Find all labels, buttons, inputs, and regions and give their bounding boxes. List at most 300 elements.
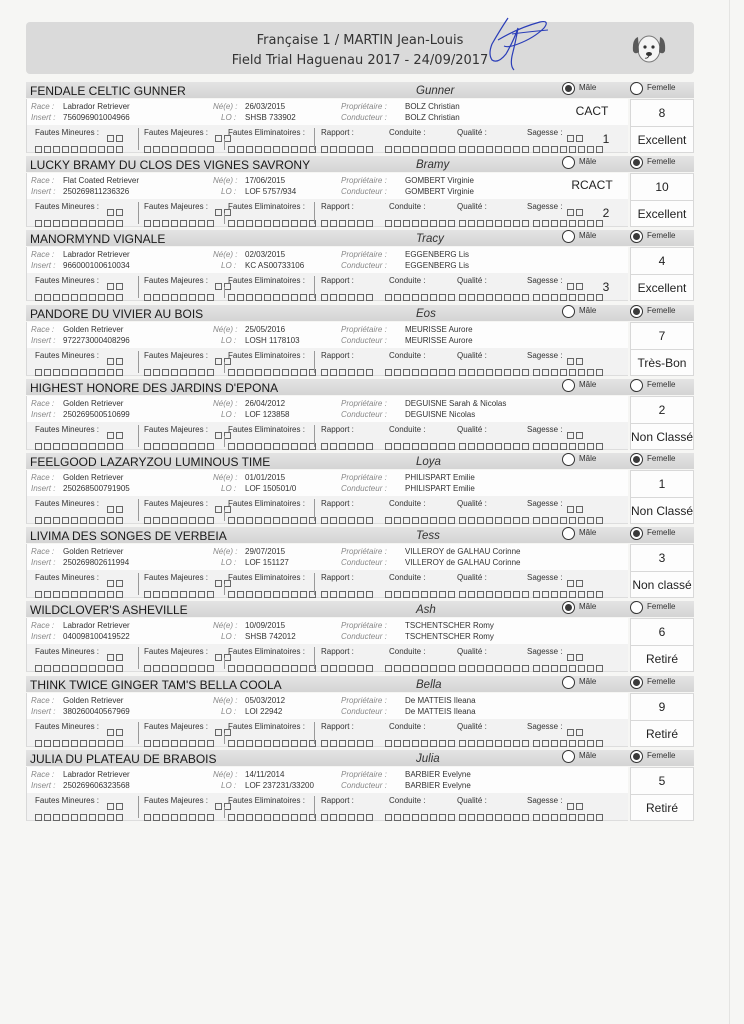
checkbox[interactable] (228, 369, 235, 376)
checkbox[interactable] (412, 740, 419, 747)
checkbox[interactable] (403, 220, 410, 227)
checkbox[interactable] (116, 814, 123, 821)
checkbox[interactable] (162, 443, 169, 450)
checkbox[interactable] (228, 814, 235, 821)
checkbox[interactable] (80, 814, 87, 821)
checkbox[interactable] (53, 443, 60, 450)
checkbox[interactable] (348, 591, 355, 598)
checkbox[interactable] (44, 443, 51, 450)
checkbox[interactable] (53, 369, 60, 376)
checkbox[interactable] (513, 369, 520, 376)
checkbox[interactable] (513, 740, 520, 747)
checkbox[interactable] (116, 443, 123, 450)
checkbox[interactable] (321, 814, 328, 821)
checkbox[interactable] (366, 369, 373, 376)
checkbox[interactable] (430, 220, 437, 227)
checkbox[interactable] (533, 220, 540, 227)
checkbox[interactable] (366, 591, 373, 598)
checkbox[interactable] (357, 369, 364, 376)
checkbox[interactable] (486, 369, 493, 376)
checkbox[interactable] (53, 814, 60, 821)
checkbox[interactable] (116, 369, 123, 376)
checkbox[interactable] (339, 740, 346, 747)
checkbox[interactable] (495, 146, 502, 153)
checkbox[interactable] (207, 665, 214, 672)
checkbox[interactable] (394, 294, 401, 301)
checkbox[interactable] (578, 443, 585, 450)
checkbox[interactable] (330, 146, 337, 153)
checkbox[interactable] (162, 591, 169, 598)
checkbox[interactable] (246, 591, 253, 598)
checkbox[interactable] (189, 146, 196, 153)
checkbox[interactable] (542, 665, 549, 672)
checkbox[interactable] (80, 369, 87, 376)
checkbox[interactable] (486, 443, 493, 450)
checkbox[interactable] (560, 665, 567, 672)
checkbox[interactable] (215, 580, 222, 587)
checkbox[interactable] (116, 220, 123, 227)
checkbox[interactable] (385, 814, 392, 821)
female-radio[interactable] (630, 453, 643, 466)
checkbox[interactable] (448, 369, 455, 376)
checkbox[interactable] (44, 740, 51, 747)
checkbox[interactable] (330, 517, 337, 524)
checkbox[interactable] (578, 740, 585, 747)
checkbox[interactable] (273, 591, 280, 598)
checkbox[interactable] (207, 517, 214, 524)
checkbox[interactable] (551, 146, 558, 153)
checkbox[interactable] (348, 814, 355, 821)
checkbox[interactable] (596, 146, 603, 153)
checkbox[interactable] (542, 591, 549, 598)
checkbox[interactable] (282, 220, 289, 227)
checkbox[interactable] (412, 443, 419, 450)
checkbox[interactable] (189, 591, 196, 598)
checkbox[interactable] (71, 814, 78, 821)
checkbox[interactable] (504, 591, 511, 598)
checkbox[interactable] (357, 517, 364, 524)
checkbox[interactable] (273, 369, 280, 376)
checkbox[interactable] (198, 517, 205, 524)
checkbox[interactable] (394, 369, 401, 376)
checkbox[interactable] (291, 369, 298, 376)
checkbox[interactable] (394, 517, 401, 524)
checkbox[interactable] (80, 665, 87, 672)
checkbox[interactable] (198, 443, 205, 450)
checkbox[interactable] (215, 803, 222, 810)
checkbox[interactable] (71, 740, 78, 747)
checkbox[interactable] (44, 517, 51, 524)
checkbox[interactable] (542, 294, 549, 301)
checkbox[interactable] (394, 591, 401, 598)
checkbox[interactable] (486, 294, 493, 301)
checkbox[interactable] (89, 443, 96, 450)
checkbox[interactable] (89, 146, 96, 153)
checkbox[interactable] (339, 294, 346, 301)
checkbox[interactable] (237, 146, 244, 153)
checkbox[interactable] (273, 146, 280, 153)
checkbox[interactable] (504, 369, 511, 376)
checkbox[interactable] (35, 665, 42, 672)
checkbox[interactable] (348, 146, 355, 153)
checkbox[interactable] (153, 591, 160, 598)
checkbox[interactable] (321, 517, 328, 524)
checkbox[interactable] (198, 591, 205, 598)
checkbox[interactable] (207, 220, 214, 227)
checkbox[interactable] (430, 146, 437, 153)
checkbox[interactable] (339, 369, 346, 376)
checkbox[interactable] (578, 146, 585, 153)
checkbox[interactable] (459, 814, 466, 821)
checkbox[interactable] (477, 517, 484, 524)
checkbox[interactable] (569, 369, 576, 376)
checkbox[interactable] (153, 814, 160, 821)
checkbox[interactable] (98, 740, 105, 747)
checkbox[interactable] (237, 443, 244, 450)
checkbox[interactable] (228, 665, 235, 672)
checkbox[interactable] (421, 369, 428, 376)
checkbox[interactable] (513, 443, 520, 450)
checkbox[interactable] (162, 146, 169, 153)
checkbox[interactable] (357, 740, 364, 747)
checkbox[interactable] (533, 814, 540, 821)
checkbox[interactable] (89, 665, 96, 672)
checkbox[interactable] (533, 740, 540, 747)
checkbox[interactable] (587, 591, 594, 598)
checkbox[interactable] (366, 443, 373, 450)
checkbox[interactable] (189, 443, 196, 450)
checkbox[interactable] (448, 146, 455, 153)
checkbox[interactable] (62, 146, 69, 153)
checkbox[interactable] (171, 369, 178, 376)
checkbox[interactable] (215, 729, 222, 736)
checkbox[interactable] (339, 146, 346, 153)
checkbox[interactable] (459, 369, 466, 376)
checkbox[interactable] (569, 294, 576, 301)
female-radio[interactable] (630, 305, 643, 318)
checkbox[interactable] (180, 220, 187, 227)
checkbox[interactable] (448, 517, 455, 524)
checkbox[interactable] (53, 517, 60, 524)
checkbox[interactable] (569, 443, 576, 450)
checkbox[interactable] (207, 443, 214, 450)
checkbox[interactable] (180, 294, 187, 301)
checkbox[interactable] (246, 146, 253, 153)
checkbox[interactable] (477, 294, 484, 301)
checkbox[interactable] (412, 369, 419, 376)
checkbox[interactable] (44, 220, 51, 227)
checkbox[interactable] (98, 517, 105, 524)
checkbox[interactable] (477, 814, 484, 821)
checkbox[interactable] (596, 369, 603, 376)
checkbox[interactable] (439, 591, 446, 598)
checkbox[interactable] (89, 591, 96, 598)
checkbox[interactable] (282, 814, 289, 821)
checkbox[interactable] (171, 665, 178, 672)
checkbox[interactable] (107, 294, 114, 301)
checkbox[interactable] (439, 146, 446, 153)
checkbox[interactable] (560, 369, 567, 376)
checkbox[interactable] (300, 665, 307, 672)
checkbox[interactable] (228, 591, 235, 598)
checkbox[interactable] (477, 146, 484, 153)
checkbox[interactable] (273, 443, 280, 450)
checkbox[interactable] (385, 443, 392, 450)
checkbox[interactable] (448, 294, 455, 301)
checkbox[interactable] (300, 443, 307, 450)
checkbox[interactable] (394, 814, 401, 821)
checkbox[interactable] (513, 146, 520, 153)
checkbox[interactable] (321, 294, 328, 301)
checkbox[interactable] (439, 740, 446, 747)
checkbox[interactable] (551, 591, 558, 598)
checkbox[interactable] (330, 814, 337, 821)
checkbox[interactable] (215, 432, 222, 439)
checkbox[interactable] (300, 294, 307, 301)
checkbox[interactable] (71, 220, 78, 227)
checkbox[interactable] (596, 517, 603, 524)
checkbox[interactable] (403, 665, 410, 672)
checkbox[interactable] (522, 294, 529, 301)
checkbox[interactable] (348, 369, 355, 376)
checkbox[interactable] (321, 740, 328, 747)
checkbox[interactable] (357, 814, 364, 821)
checkbox[interactable] (153, 146, 160, 153)
checkbox[interactable] (264, 146, 271, 153)
checkbox[interactable] (189, 220, 196, 227)
checkbox[interactable] (144, 814, 151, 821)
checkbox[interactable] (412, 220, 419, 227)
checkbox[interactable] (153, 740, 160, 747)
checkbox[interactable] (189, 294, 196, 301)
checkbox[interactable] (198, 665, 205, 672)
checkbox[interactable] (44, 665, 51, 672)
checkbox[interactable] (62, 591, 69, 598)
checkbox[interactable] (116, 517, 123, 524)
checkbox[interactable] (357, 665, 364, 672)
checkbox[interactable] (430, 369, 437, 376)
checkbox[interactable] (394, 146, 401, 153)
checkbox[interactable] (189, 665, 196, 672)
checkbox[interactable] (578, 814, 585, 821)
checkbox[interactable] (246, 517, 253, 524)
checkbox[interactable] (62, 517, 69, 524)
checkbox[interactable] (513, 665, 520, 672)
checkbox[interactable] (569, 740, 576, 747)
checkbox[interactable] (80, 220, 87, 227)
checkbox[interactable] (542, 369, 549, 376)
checkbox[interactable] (551, 517, 558, 524)
checkbox[interactable] (207, 294, 214, 301)
checkbox[interactable] (107, 740, 114, 747)
checkbox[interactable] (273, 517, 280, 524)
checkbox[interactable] (98, 443, 105, 450)
checkbox[interactable] (513, 294, 520, 301)
checkbox[interactable] (153, 517, 160, 524)
checkbox[interactable] (321, 665, 328, 672)
checkbox[interactable] (144, 443, 151, 450)
checkbox[interactable] (255, 443, 262, 450)
checkbox[interactable] (255, 369, 262, 376)
checkbox[interactable] (468, 369, 475, 376)
checkbox[interactable] (198, 814, 205, 821)
checkbox[interactable] (153, 220, 160, 227)
checkbox[interactable] (144, 220, 151, 227)
checkbox[interactable] (215, 135, 222, 142)
checkbox[interactable] (486, 220, 493, 227)
checkbox[interactable] (504, 443, 511, 450)
checkbox[interactable] (180, 814, 187, 821)
checkbox[interactable] (394, 740, 401, 747)
checkbox[interactable] (578, 665, 585, 672)
checkbox[interactable] (198, 220, 205, 227)
checkbox[interactable] (198, 369, 205, 376)
checkbox[interactable] (180, 665, 187, 672)
checkbox[interactable] (116, 294, 123, 301)
checkbox[interactable] (171, 814, 178, 821)
checkbox[interactable] (321, 369, 328, 376)
checkbox[interactable] (228, 443, 235, 450)
checkbox[interactable] (394, 220, 401, 227)
checkbox[interactable] (44, 591, 51, 598)
checkbox[interactable] (596, 814, 603, 821)
checkbox[interactable] (207, 369, 214, 376)
checkbox[interactable] (300, 740, 307, 747)
checkbox[interactable] (44, 146, 51, 153)
checkbox[interactable] (255, 814, 262, 821)
checkbox[interactable] (448, 591, 455, 598)
checkbox[interactable] (228, 517, 235, 524)
checkbox[interactable] (459, 740, 466, 747)
checkbox[interactable] (459, 146, 466, 153)
checkbox[interactable] (228, 146, 235, 153)
checkbox[interactable] (504, 294, 511, 301)
checkbox[interactable] (255, 740, 262, 747)
checkbox[interactable] (522, 220, 529, 227)
checkbox[interactable] (495, 220, 502, 227)
checkbox[interactable] (35, 294, 42, 301)
checkbox[interactable] (255, 146, 262, 153)
checkbox[interactable] (560, 591, 567, 598)
checkbox[interactable] (421, 220, 428, 227)
checkbox[interactable] (596, 740, 603, 747)
checkbox[interactable] (189, 814, 196, 821)
checkbox[interactable] (366, 814, 373, 821)
checkbox[interactable] (430, 665, 437, 672)
checkbox[interactable] (439, 665, 446, 672)
checkbox[interactable] (228, 294, 235, 301)
checkbox[interactable] (228, 220, 235, 227)
checkbox[interactable] (477, 443, 484, 450)
checkbox[interactable] (246, 294, 253, 301)
checkbox[interactable] (98, 220, 105, 227)
checkbox[interactable] (522, 146, 529, 153)
checkbox[interactable] (587, 814, 594, 821)
checkbox[interactable] (44, 294, 51, 301)
checkbox[interactable] (560, 740, 567, 747)
checkbox[interactable] (80, 517, 87, 524)
checkbox[interactable] (264, 294, 271, 301)
checkbox[interactable] (107, 814, 114, 821)
checkbox[interactable] (107, 369, 114, 376)
checkbox[interactable] (578, 294, 585, 301)
checkbox[interactable] (53, 591, 60, 598)
checkbox[interactable] (330, 740, 337, 747)
checkbox[interactable] (144, 740, 151, 747)
checkbox[interactable] (551, 220, 558, 227)
checkbox[interactable] (89, 814, 96, 821)
checkbox[interactable] (522, 443, 529, 450)
checkbox[interactable] (198, 740, 205, 747)
checkbox[interactable] (98, 146, 105, 153)
checkbox[interactable] (477, 591, 484, 598)
checkbox[interactable] (348, 294, 355, 301)
checkbox[interactable] (246, 369, 253, 376)
checkbox[interactable] (107, 220, 114, 227)
checkbox[interactable] (62, 814, 69, 821)
checkbox[interactable] (533, 517, 540, 524)
checkbox[interactable] (348, 740, 355, 747)
checkbox[interactable] (430, 443, 437, 450)
female-radio[interactable] (630, 82, 643, 95)
checkbox[interactable] (533, 591, 540, 598)
checkbox[interactable] (495, 591, 502, 598)
checkbox[interactable] (448, 814, 455, 821)
checkbox[interactable] (264, 814, 271, 821)
checkbox[interactable] (495, 814, 502, 821)
checkbox[interactable] (264, 369, 271, 376)
checkbox[interactable] (300, 146, 307, 153)
checkbox[interactable] (246, 814, 253, 821)
checkbox[interactable] (412, 814, 419, 821)
checkbox[interactable] (246, 443, 253, 450)
checkbox[interactable] (171, 443, 178, 450)
checkbox[interactable] (282, 517, 289, 524)
checkbox[interactable] (366, 146, 373, 153)
checkbox[interactable] (98, 591, 105, 598)
checkbox[interactable] (339, 443, 346, 450)
checkbox[interactable] (171, 146, 178, 153)
checkbox[interactable] (282, 591, 289, 598)
checkbox[interactable] (273, 814, 280, 821)
checkbox[interactable] (578, 591, 585, 598)
checkbox[interactable] (421, 443, 428, 450)
checkbox[interactable] (215, 283, 222, 290)
checkbox[interactable] (495, 369, 502, 376)
male-radio[interactable] (562, 750, 575, 763)
checkbox[interactable] (421, 591, 428, 598)
checkbox[interactable] (171, 220, 178, 227)
checkbox[interactable] (321, 591, 328, 598)
checkbox[interactable] (504, 517, 511, 524)
checkbox[interactable] (255, 591, 262, 598)
checkbox[interactable] (171, 294, 178, 301)
checkbox[interactable] (207, 591, 214, 598)
checkbox[interactable] (116, 146, 123, 153)
checkbox[interactable] (35, 740, 42, 747)
checkbox[interactable] (522, 740, 529, 747)
checkbox[interactable] (53, 665, 60, 672)
checkbox[interactable] (421, 814, 428, 821)
checkbox[interactable] (533, 665, 540, 672)
checkbox[interactable] (171, 740, 178, 747)
checkbox[interactable] (246, 665, 253, 672)
checkbox[interactable] (348, 665, 355, 672)
checkbox[interactable] (551, 665, 558, 672)
checkbox[interactable] (35, 591, 42, 598)
checkbox[interactable] (495, 517, 502, 524)
checkbox[interactable] (430, 814, 437, 821)
